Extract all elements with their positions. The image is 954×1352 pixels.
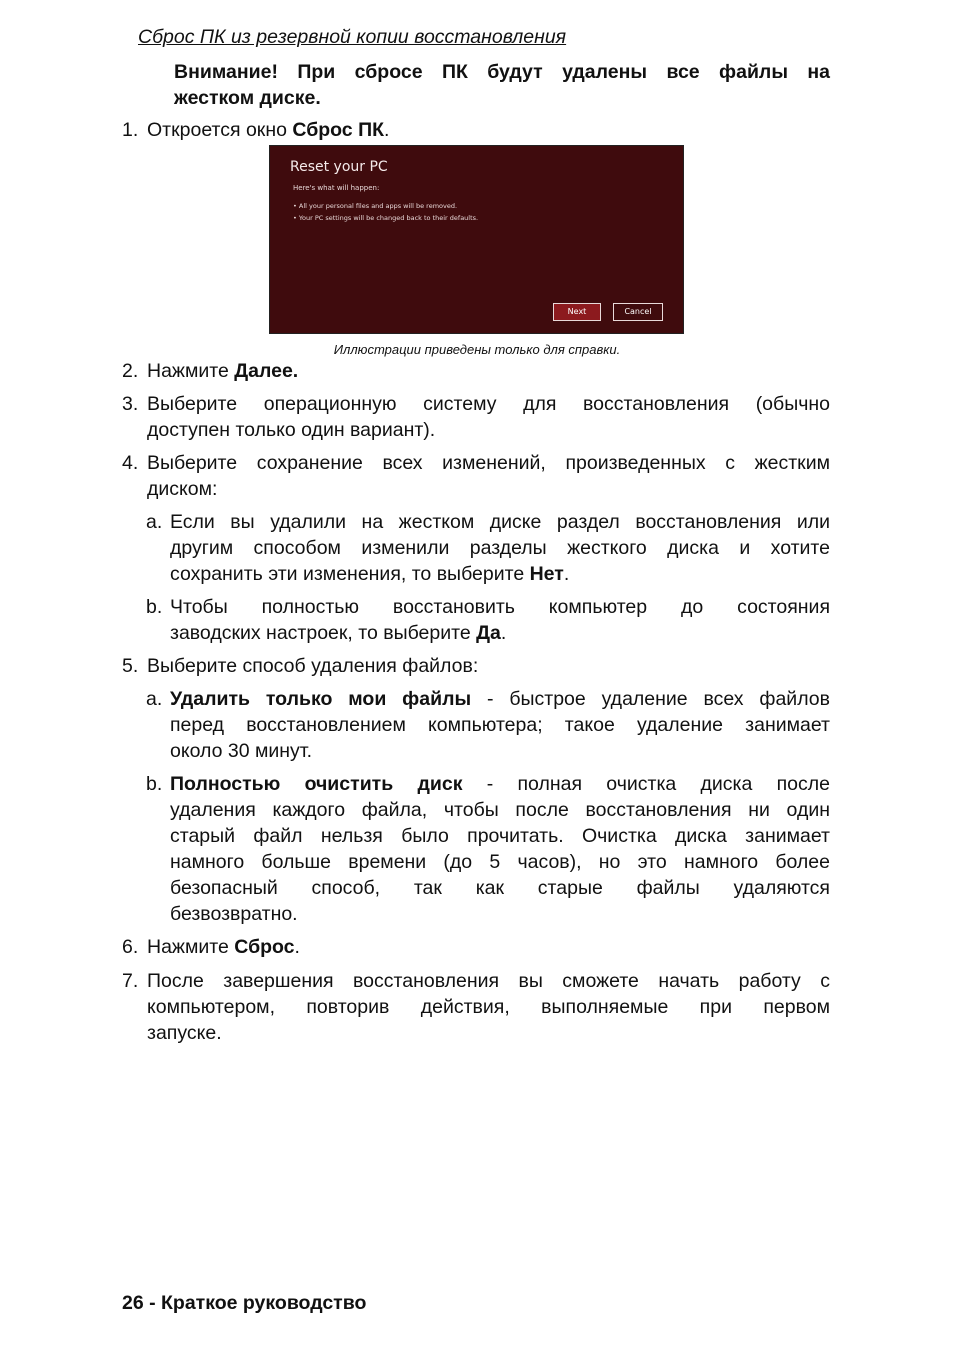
step-text-plain: Откроется окно: [147, 119, 293, 141]
reset-title: Reset your PC: [290, 159, 388, 175]
substep-letter: a.: [146, 688, 163, 710]
text-line: [170, 771, 830, 797]
substep-letter: b.: [146, 596, 163, 618]
option-bold: Да: [476, 622, 501, 644]
text-line: После завершения восстановления вы сможете начать работу с: [147, 970, 830, 992]
window-name-bold: Сброс ПК: [292, 119, 384, 141]
text-punct: .: [500, 622, 507, 644]
text-line: [170, 561, 830, 587]
step-text: [147, 450, 830, 502]
text-line: безвозвратно.: [170, 903, 298, 925]
step-number: 3.: [122, 393, 139, 415]
step-text: [147, 968, 830, 1046]
text-line: Выберите операционную систему для восстановления (обычно: [147, 393, 830, 415]
reset-subtitle: Here's what will happen:: [293, 184, 380, 192]
option-bold: Нет: [529, 563, 564, 585]
text-line: удаления каждого файла, чтобы после восстановления ни один: [170, 799, 830, 821]
text-line: перед восстановлением компьютера; такое удаление занимает: [170, 714, 830, 736]
substep-text: [170, 509, 830, 587]
text-line: запуске.: [147, 1022, 222, 1044]
text-line: [170, 686, 830, 712]
step-number: 2.: [122, 360, 139, 382]
step-text-plain: Нажмите: [147, 936, 235, 958]
text-punct: .: [563, 563, 570, 585]
text-line: намного больше времени (до 5 часов), но это намного более: [170, 851, 830, 873]
step-text: [147, 934, 300, 960]
option-bold: Удалить только мои файлы: [170, 688, 472, 710]
text-plain: - быстрое удаление всех файлов: [471, 688, 830, 710]
figure-caption: Иллюстрации приведены только для справки.: [333, 342, 621, 357]
warning-line-1: Внимание! При сбросе ПК будут удалены все файлы на: [174, 61, 830, 83]
substep-letter: b.: [146, 773, 163, 795]
button-name-bold: Далее.: [234, 360, 299, 382]
cancel-button[interactable]: Cancel: [613, 303, 663, 321]
text-plain: сохранить эти изменения, то выберите: [170, 563, 530, 585]
text-line: компьютером, повторив действия, выполняемые при первом: [147, 996, 830, 1018]
step-text-punct: .: [384, 119, 390, 141]
text-line: Чтобы полностью восстановить компьютер до состояния: [170, 596, 830, 618]
text-line: диском:: [147, 478, 218, 500]
text-line: другим способом изменили разделы жесткого диска и хотите: [170, 537, 830, 559]
text-line: доступен только один вариант).: [147, 419, 436, 441]
text-line: [170, 620, 830, 646]
text-line: Выберите сохранение всех изменений, произведенных с жестким: [147, 452, 830, 474]
step-number: 7.: [122, 970, 139, 992]
step-text: [147, 117, 389, 143]
substep-text: [170, 594, 830, 646]
substep-letter: a.: [146, 511, 163, 533]
text-line: старый файл нельзя было прочитать. Очистка диска занимает: [170, 825, 830, 847]
step-number: 4.: [122, 452, 139, 474]
next-button[interactable]: Next: [553, 303, 601, 321]
text-line: Если вы удалили на жестком диске раздел восстановления или: [170, 511, 830, 533]
step-number: 1.: [122, 119, 139, 141]
page-footer: 26 - Краткое руководство: [122, 1292, 367, 1314]
warning-line-2: жестком диске.: [174, 87, 321, 109]
text-plain: заводских настроек, то выберите: [170, 622, 477, 644]
step-text-plain: Нажмите: [147, 360, 235, 382]
step-text: Выберите способ удаления файлов:: [147, 655, 479, 677]
reset-bullet-1: • All your personal files and apps will be removed.: [293, 202, 458, 210]
section-title: Сброс ПК из резервной копии восстановления: [138, 26, 567, 48]
reset-bullet-2: • Your PC settings will be changed back to their defaults.: [293, 214, 479, 222]
text-plain: - полная очистка диска после: [462, 773, 830, 795]
step-number: 6.: [122, 936, 139, 958]
reset-pc-screenshot: [269, 145, 684, 334]
warning-note: [174, 59, 830, 111]
button-name-bold: Сброс: [234, 936, 295, 958]
text-line: безопасный способ, так как старые файлы удаляются: [170, 877, 830, 899]
step-number: 5.: [122, 655, 139, 677]
step-text: [147, 358, 298, 384]
substep-text: [170, 686, 830, 764]
text-line: около 30 минут.: [170, 740, 312, 762]
step-text: [147, 391, 830, 443]
option-bold: Полностью очистить диск: [170, 773, 463, 795]
substep-text: [170, 771, 830, 927]
step-text-punct: .: [294, 936, 300, 958]
